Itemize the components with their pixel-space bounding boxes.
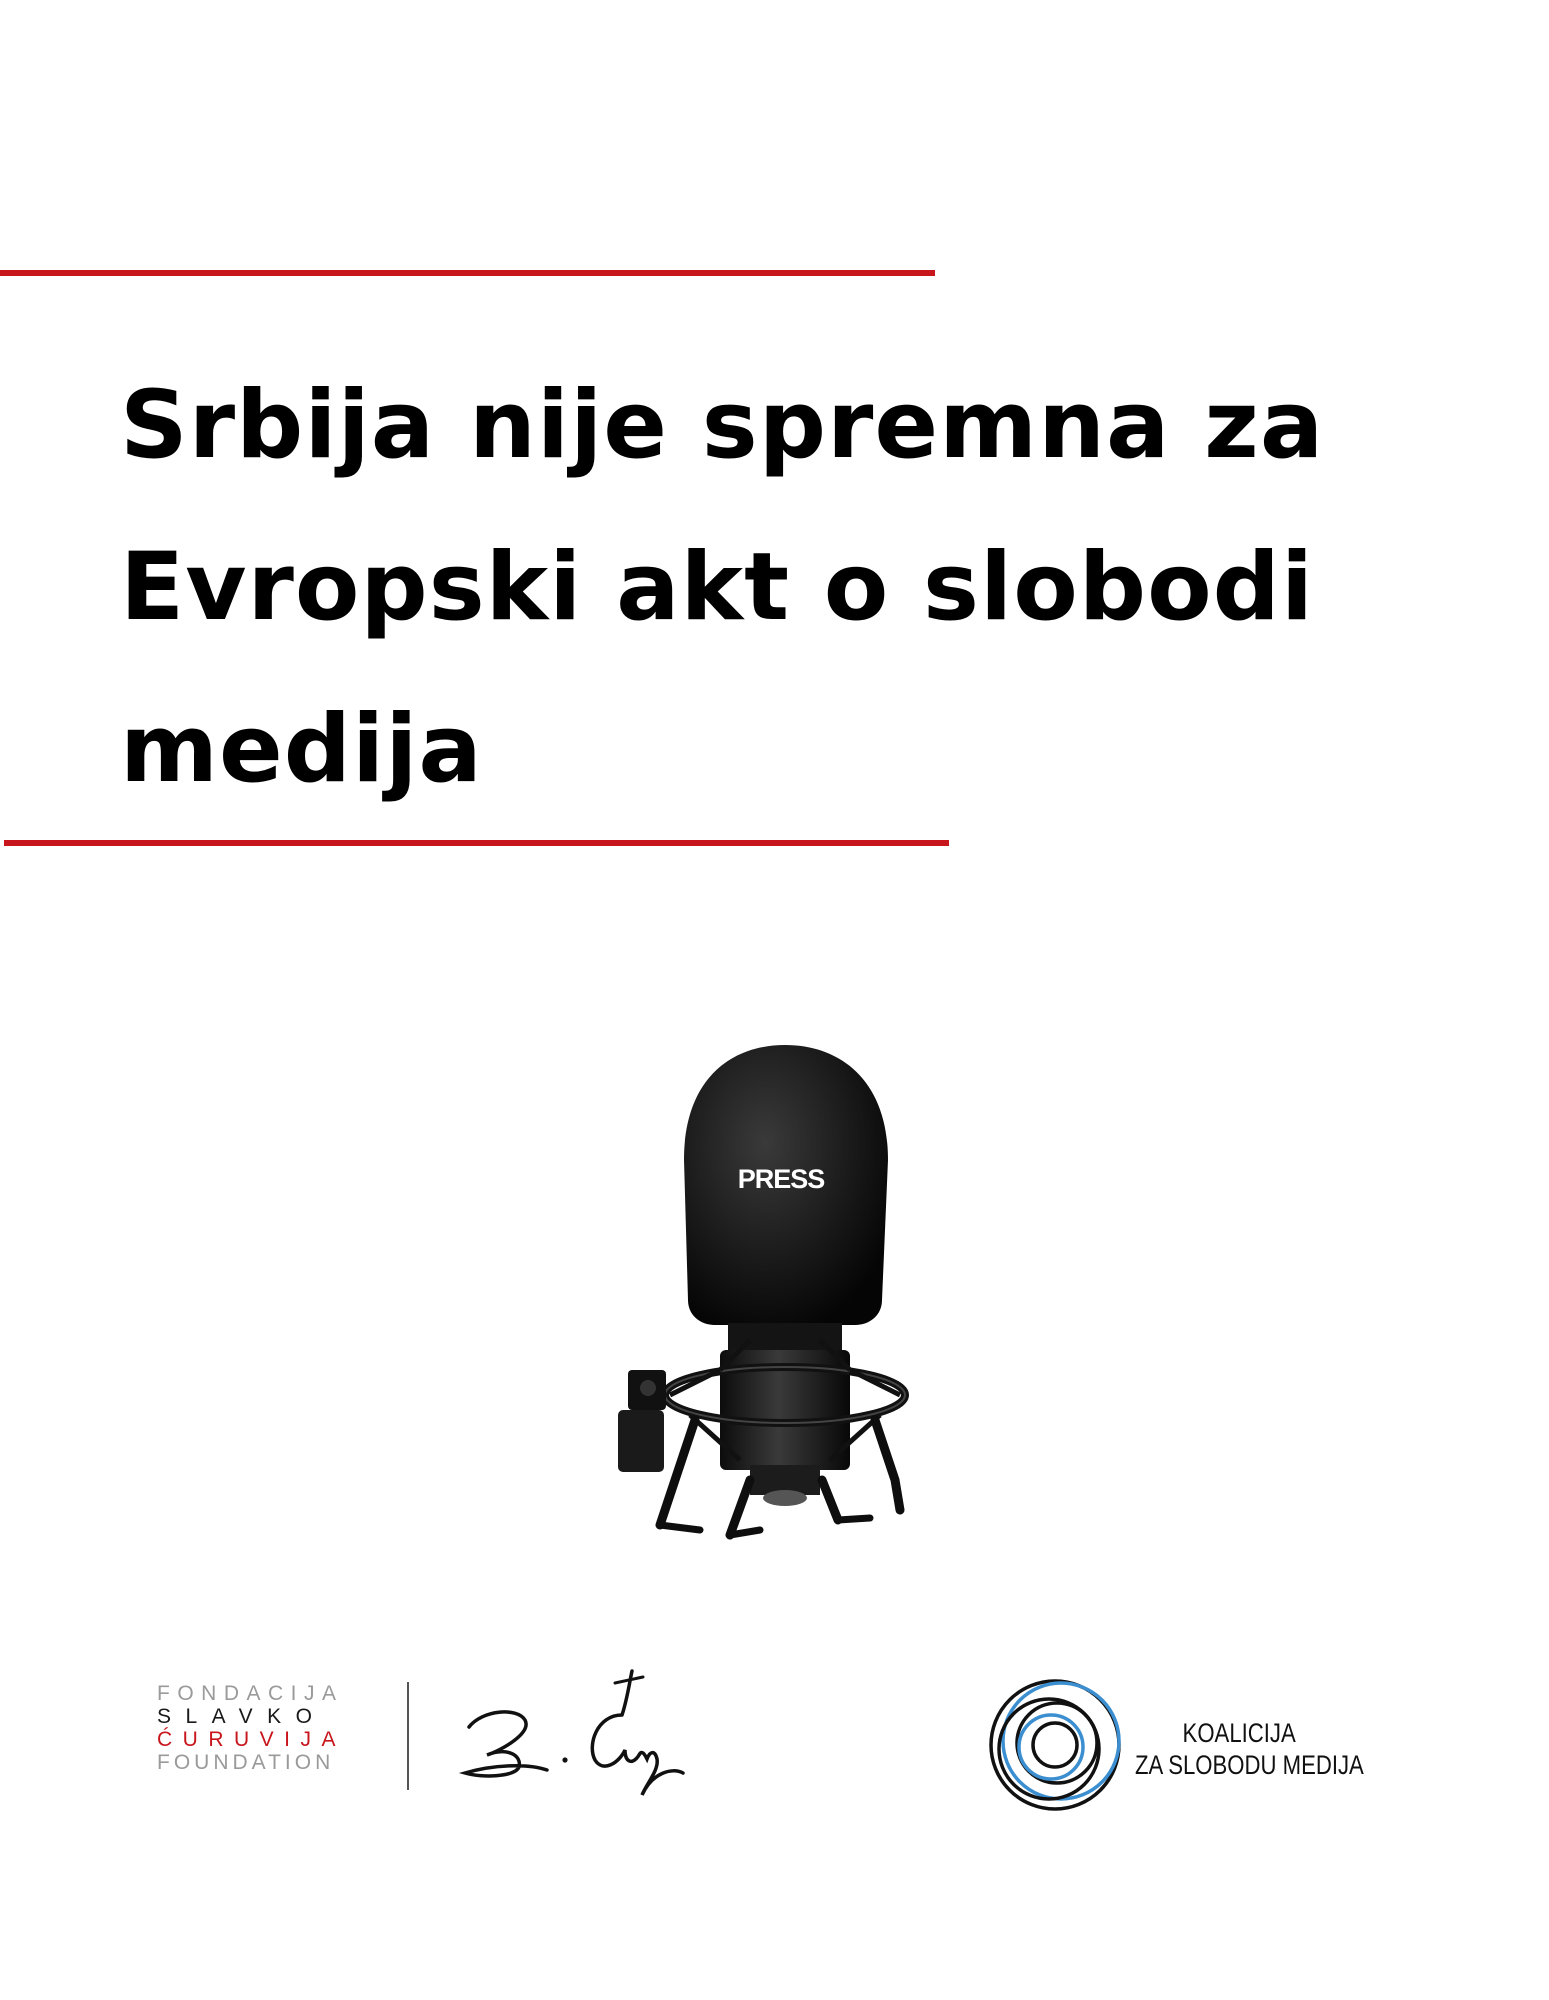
signature-icon xyxy=(447,1655,697,1805)
kzsm-line-2: ZA SLOBODU MEDIJA xyxy=(1135,1750,1364,1780)
title-line-3: medija xyxy=(120,695,483,804)
top-red-rule xyxy=(0,270,935,276)
kzsm-wordmark xyxy=(1135,1717,1364,1781)
fsc-wordmark xyxy=(157,1682,372,1774)
title-line-1: Srbija nije spremna za xyxy=(120,371,1325,480)
page-title xyxy=(120,345,1420,831)
concentric-circles-icon xyxy=(985,1675,1125,1815)
koalicija-za-slobodu-medija-logo xyxy=(985,1675,1405,1815)
fsc-divider xyxy=(407,1682,409,1790)
fsc-line-slavko: SLAVKO xyxy=(157,1705,327,1728)
mic-label: PRESS xyxy=(737,1164,825,1194)
kzsm-line-1: KOALICIJA xyxy=(1182,1718,1296,1748)
fsc-line-curuvija: ĆURUVIJA xyxy=(157,1728,347,1751)
title-line-2: Evropski akt o slobodi xyxy=(120,533,1315,642)
slavko-curuvija-foundation-logo xyxy=(157,1680,697,1800)
fsc-line-fondacija: FONDACIJA xyxy=(157,1682,344,1705)
press-microphone-image xyxy=(600,1040,940,1540)
fsc-line-foundation: FOUNDATION xyxy=(157,1751,335,1774)
bottom-red-rule xyxy=(4,840,949,846)
